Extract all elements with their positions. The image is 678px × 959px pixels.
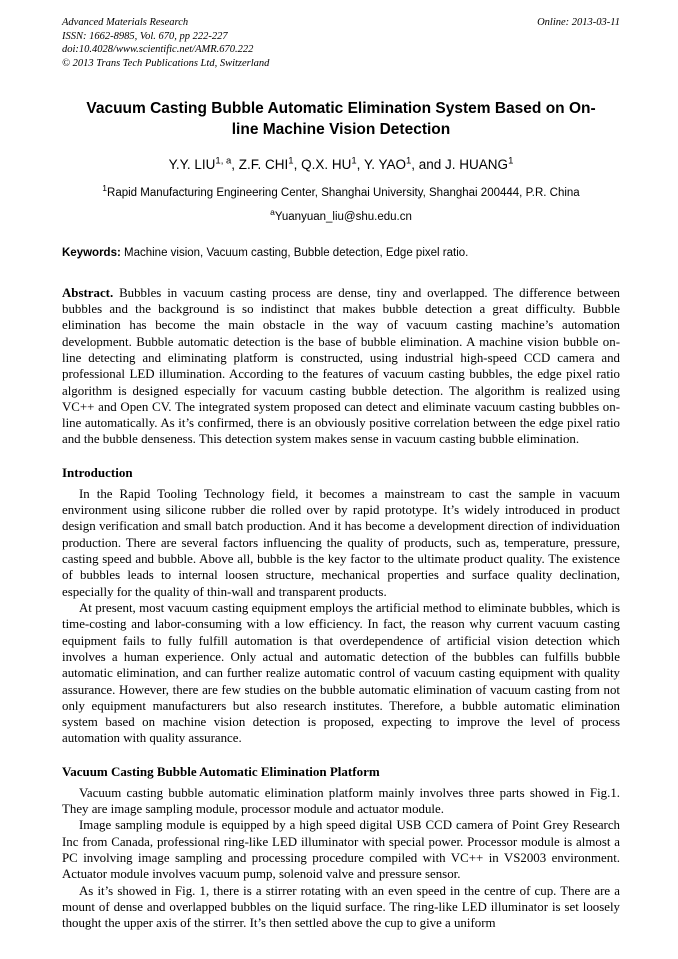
keywords-label: Keywords: [62,247,121,260]
author-separator: , [231,156,239,172]
journal-header [62,16,620,71]
affiliation-text: Rapid Manufacturing Engineering Center, Shanghai University, Shanghai 200444, P.R. China [107,186,580,199]
online-date: Online: 2013-03-11 [537,17,620,28]
author-name: J. HUANG [445,156,509,172]
author-separator: , [293,156,302,172]
author-superscript: 1, a [215,155,232,167]
body-paragraph: In the Rapid Tooling Technology field, it becomes a mainstream to cast the sample in vacuum environment using silicone rubber die rolled over by rapid prototype. It’s widely introduced in product design verification and small batch production. And it has become a development direction of individuation production. There are several factors influencing the quality of products, such as, temperature, pressure, casting speed and bubble. Above all, bubble is the key factor to the ultimate product quality. The existence of bubbles leads to internal loosen structure, mechanical properties and surface quality declination, especially for the quality of thin-wall and transparent products. [62,486,620,599]
author-superscript: 1 [351,155,357,167]
author-name: Y.Y. LIU [168,156,216,172]
author-superscript: 1 [508,155,514,167]
issn-volume-line: ISSN: 1662-8985, Vol. 670, pp 222-227 [62,30,228,42]
author [239,157,301,172]
section-heading-platform: Vacuum Casting Bubble Automatic Elimination Platform [62,763,380,779]
affiliation-superscript: 1 [102,182,108,193]
body-paragraph: As it’s showed in Fig. 1, there is a stirrer rotating with an even speed in the centre of cup. There are a mount of dense and overlapped bubbles on the liquid surface. The ring-like LED illuminator is set loosely thought the upper axis of the stirrer. It’s then settled above the cup to give a uniform [62,883,620,931]
author-separator: , and [411,156,446,172]
paper-title: Vacuum Casting Bubble Automatic Elimination System Based on On-line Machine Vision Detection [86,99,596,138]
email-text: Yuanyuan_liu@shu.edu.cn [274,210,412,223]
author [301,157,364,172]
abstract-paragraph [62,285,620,448]
author [445,157,513,172]
author-name: Z.F. CHI [238,156,289,172]
author-superscript: 1 [405,155,412,167]
email-line [62,207,620,223]
authors-line [62,155,620,172]
keywords-line [62,246,620,261]
email-superscript: a [270,206,275,217]
body-paragraph: Vacuum casting bubble automatic elimination platform mainly involves three parts showed in Fig.1. They are image sampling module, processor module and actuator module. [62,785,620,817]
doi-line: doi:10.4028/www.scientific.net/AMR.670.222 [62,44,254,56]
affiliation-line [62,183,620,199]
body-paragraph: At present, most vacuum casting equipment employs the artificial method to eliminate bubbles, which is time-costing and labor-consuming with a low efficiency. In fact, the reason why current vacuum casting equipment fails to fully fulfill automation is that overdependence of artificial vision detection which involves a human experience. Only actual and automatic detection of the bubbles can fulfills bubble automatic elimination, and can further realize automatic control of vacuum casting equipment with quality assurance. However, there are few studies on the bubble automatic elimination of vacuum casting from not only equipment manufacturers but also research institutes. Therefore, a bubble automatic elimination system based on machine vision detection is proposed, expecting to improve the level of process automation with quality assurance. [62,600,620,746]
keywords-text: Machine vision, Vacuum casting, Bubble detection, Edge pixel ratio. [120,247,469,260]
author-superscript: 1 [288,155,294,167]
author [169,157,239,172]
author-name: Q.X. HU [301,156,352,172]
journal-name: Advanced Materials Research [62,17,189,28]
abstract-text: Bubbles in vacuum casting process are dense, tiny and overlapped. The difference between bubbles and the background is so indistinct that makes bubble detection a great difficulty. Bubble elimination has become the main obstacle in the way of vacuum casting machine’s automation development. Bubble automatic detection is the base of bubble elimination. A machine vision bubble on-line detecting and eliminating platform is constructed, using industrial high-speed CCD camera and professional LED illumination. According to the features of vacuum casting bubbles, the edge pixel ratio algorithm is designed especially for vacuum casting bubble detection. The algorithm is realized using VC++ and Open CV. The integrated system proposed can detect and eliminate vacuum casting bubbles on-line automatically. As it’s confirmed, there is an obviously positive correlation between the edge pixel ratio and the bubble denseness. This detection system makes sense in vacuum casting bubble elimination. [62,285,620,447]
body-paragraph: Image sampling module is equipped by a high speed digital USB CCD camera of Point Grey Research Inc from Canada, professional ring-like LED illuminator with special power. Processor module is almost a PC involving image sampling and processing procedure compiled with VC++ in VS2003 environment. Actuator module involves vacuum pump, solenoid valve and pressure sensor. [62,818,620,882]
author [364,157,445,172]
abstract-label: Abstract. [62,285,114,300]
section-heading-introduction: Introduction [62,464,133,480]
journal-header-left [62,16,269,71]
author-name: Y. YAO [363,156,406,172]
author-separator: , [356,156,364,172]
copyright-line: © 2013 Trans Tech Publications Ltd, Switzerland [62,57,270,69]
